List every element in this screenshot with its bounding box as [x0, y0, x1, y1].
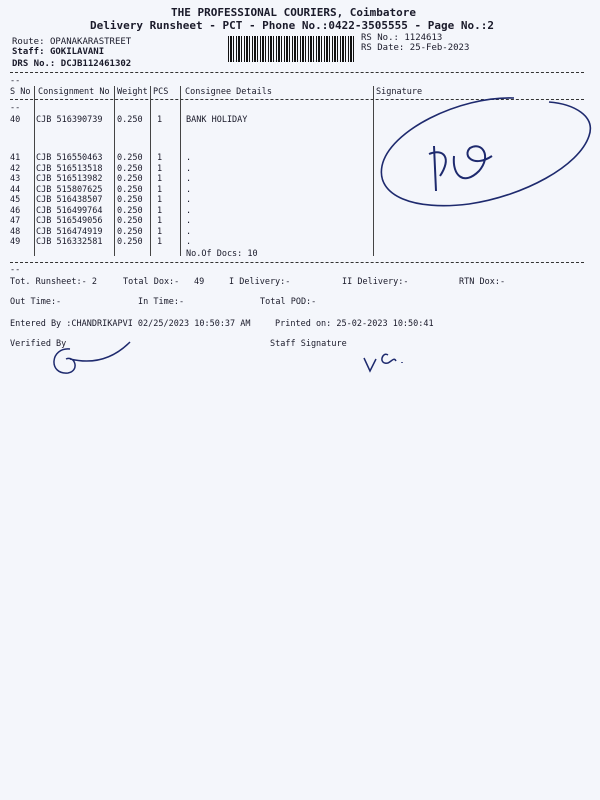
header-consignment: Consignment No	[38, 87, 110, 97]
in-time: In Time:-	[138, 297, 185, 307]
cell-weight: 0.250	[117, 216, 143, 226]
tot-runsheet: Tot. Runsheet:- 2	[10, 277, 97, 287]
divider	[10, 262, 584, 263]
cell-consignment: CJB 516390739	[36, 115, 103, 125]
runsheet-title: Delivery Runsheet - PCT - Phone No.:0422-3505555 - Page No.:2	[90, 19, 494, 32]
cell-pcs: 1	[157, 205, 163, 216]
entered-by: Entered By :CHANDRIKAPVI 02/25/2023 10:50:37 AM	[10, 319, 251, 329]
staff-label: Staff:	[12, 47, 45, 57]
divider	[10, 72, 584, 73]
cell-consignee: .	[186, 237, 192, 247]
cell-weight: 0.250	[117, 163, 143, 174]
header-sno: S No	[10, 87, 31, 97]
cell-consignment: CJB 516499764	[36, 205, 103, 216]
cell-consignee: .	[186, 216, 192, 226]
staff-signature-label: Staff Signature	[270, 339, 347, 349]
cell-consignment: CJB 515807625	[36, 184, 103, 195]
drs-value: DCJB112461302	[60, 59, 132, 69]
company-title: THE PROFESSIONAL COURIERS, Coimbatore	[171, 6, 417, 19]
total-dox-label: Total Dox:-	[123, 277, 180, 287]
rs-date-value: 25-Feb-2023	[409, 43, 470, 53]
dash-mark: --	[10, 76, 21, 86]
cell-weight: 0.250	[117, 184, 143, 195]
drs-label: DRS No.:	[12, 59, 56, 69]
cell-sno: 40	[10, 115, 21, 125]
cell-sno: 49	[10, 237, 21, 247]
cell-weight: 0.250	[117, 153, 143, 163]
cell-sno: 47	[10, 216, 21, 226]
cell-pcs: 1	[157, 163, 163, 174]
barcode	[228, 36, 356, 62]
cell-sno: 42	[10, 163, 21, 174]
cell-consignee: .	[186, 174, 192, 184]
staff-signature	[360, 343, 430, 378]
cell-consignment: CJB 516332581	[36, 237, 103, 247]
total-pod: Total POD:-	[260, 297, 317, 307]
rs-no-label: RS No.:	[361, 33, 399, 43]
route-value: OPANAKARASTREET	[49, 37, 132, 47]
printed-on: Printed on: 25-02-2023 10:50:41	[275, 319, 434, 329]
cell-weight: 0.250	[117, 115, 143, 125]
cell-consignee: .	[186, 195, 192, 205]
staff-line	[12, 47, 104, 57]
i-delivery: I Delivery:-	[229, 277, 291, 287]
verified-by: Verified By	[10, 339, 67, 349]
no-of-docs: No.Of Docs: 10	[186, 249, 258, 259]
cell-consignment: CJB 516513982	[36, 174, 103, 184]
cell-consignment: CJB 516549056	[36, 216, 103, 226]
cell-sno: 41	[10, 153, 21, 163]
header-consignee: Consignee Details	[185, 87, 272, 97]
cell-sno: 48	[10, 226, 21, 237]
total-dox-value: 49	[194, 277, 205, 287]
rs-no-value: 1124613	[404, 33, 443, 43]
cell-weight: 0.250	[117, 226, 143, 237]
out-time: Out Time:-	[10, 297, 62, 307]
cell-pcs: 1	[157, 115, 163, 125]
cell-pcs: 1	[157, 184, 163, 195]
cell-pcs: 1	[157, 174, 163, 184]
cell-consignee: .	[186, 153, 192, 163]
receiver-signature	[374, 86, 600, 226]
cell-pcs: 1	[157, 216, 163, 226]
rtn-dox: RTN Dox:-	[459, 277, 506, 287]
route-line	[12, 37, 131, 47]
drs-line	[12, 59, 131, 69]
dash-mark: --	[10, 265, 21, 275]
cell-weight: 0.250	[117, 237, 143, 247]
ii-delivery: II Delivery:-	[342, 277, 409, 287]
rs-date-label: RS Date:	[361, 43, 405, 53]
cell-sno: 46	[10, 205, 21, 216]
cell-sno: 43	[10, 174, 21, 184]
cell-consignment: CJB 516474919	[36, 226, 103, 237]
cell-pcs: 1	[157, 153, 163, 163]
header-weight: Weight	[117, 87, 148, 97]
cell-weight: 0.250	[117, 174, 143, 184]
cell-sno: 45	[10, 195, 21, 205]
cell-weight: 0.250	[117, 205, 143, 216]
cell-consignee: .	[186, 226, 192, 237]
verifier-signature	[40, 337, 140, 382]
cell-consignee: .	[186, 184, 192, 195]
table-row	[0, 237, 600, 248]
cell-pcs: 1	[157, 226, 163, 237]
cell-sno: 44	[10, 184, 21, 195]
header-pcs: PCS	[153, 87, 169, 97]
staff-value: GOKILAVANI	[49, 47, 105, 57]
cell-consignee: .	[186, 163, 192, 174]
header-signature: Signature	[376, 87, 423, 97]
route-label: Route:	[12, 37, 45, 47]
cell-consignee: .	[186, 205, 192, 216]
cell-consignment: CJB 516550463	[36, 153, 103, 163]
cell-pcs: 1	[157, 195, 163, 205]
table-row	[0, 227, 600, 238]
dash-mark: --	[10, 103, 21, 113]
cell-consignment: CJB 516513518	[36, 163, 103, 174]
cell-weight: 0.250	[117, 195, 143, 205]
rs-no-line	[361, 33, 442, 43]
cell-consignment: CJB 516438507	[36, 195, 103, 205]
cell-pcs: 1	[157, 237, 163, 247]
cell-consignee: BANK HOLIDAY	[186, 115, 248, 125]
rs-date-line	[361, 43, 469, 53]
